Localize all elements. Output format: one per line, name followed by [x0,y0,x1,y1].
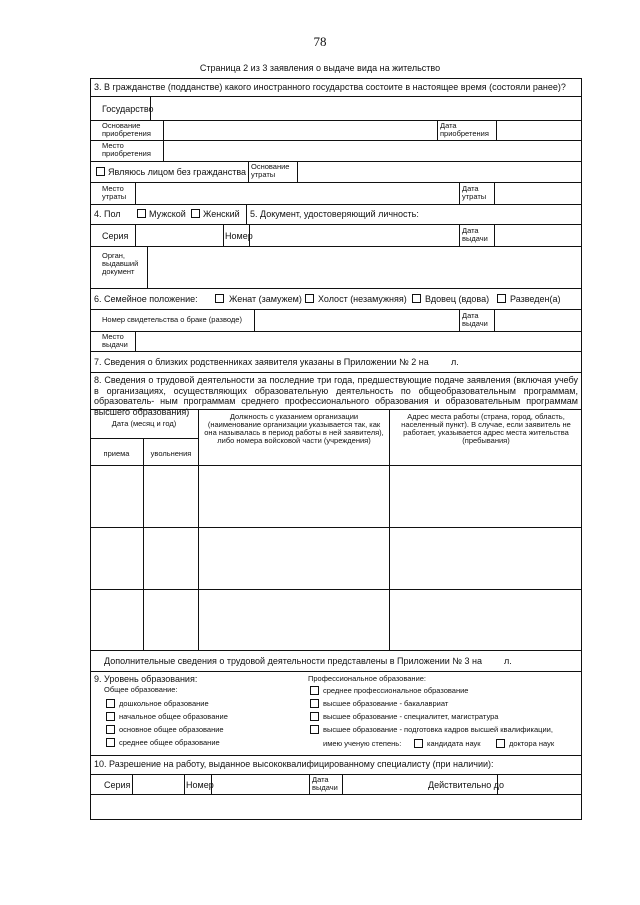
doctor-checkbox[interactable] [496,739,505,748]
basis-loss-field[interactable] [299,162,580,181]
widowed-checkbox[interactable] [412,294,421,303]
vocational-checkbox[interactable] [310,686,319,695]
doc-date-label: Дата выдачи [462,226,488,243]
work-row-1-address[interactable] [390,466,580,526]
cert-number-label: Номер свидетельства о браке (разводе) [102,315,242,324]
issue-place-field[interactable] [137,332,580,350]
permit-date-label: Дата выдачи [312,775,338,792]
work-row-2-hire[interactable] [91,528,142,588]
widowed-label: Вдовец (вдова) [425,294,490,304]
s8-additional: Дополнительные сведения о трудовой деятельности представлены в Приложении № 3 на [104,656,482,666]
primary-label: начальное общее образование [119,712,228,721]
work-row-2-dismiss[interactable] [144,528,197,588]
bachelor-checkbox[interactable] [310,699,319,708]
s9-title: 9. Уровень образования: [94,674,198,684]
work-row-3-address[interactable] [390,590,580,649]
place-acq-field[interactable] [165,141,580,160]
master-label: высшее образование - специалитет, магистратура [323,712,499,721]
place-loss-field[interactable] [137,183,457,203]
doc-number-field[interactable] [251,225,457,245]
permit-series-label: Серия [104,780,131,790]
married-label: Женат (замужем) [229,294,302,304]
general-edu-label: Общее образование: [104,685,178,694]
s4-title: 4. Пол [94,209,121,219]
s6-title: 6. Семейное положение: [94,294,198,304]
place-acq-label: Место приобретения [102,141,151,158]
doc-series-field[interactable] [137,225,221,245]
permit-date-field[interactable] [344,775,424,793]
bachelor-label: высшее образование - бакалавриат [323,699,449,708]
primary-checkbox[interactable] [106,712,115,721]
s7-pages-field[interactable] [418,355,448,369]
work-row-3-position[interactable] [199,590,388,649]
female-label: Женский [203,209,240,219]
basis-acq-label: Основание приобретения [102,121,151,138]
cert-number-field[interactable] [256,310,457,330]
s8-title: 8. Сведения о трудовой деятельности за последние три года, предшествующие подаче заявления (включая учебу в организациях, осуществляющих образовательную деятельность по общеобразовательным программам, образователь- ным программам среднего профессионального образования и образовательным программам высшего образования) [94,375,578,417]
state-field[interactable] [152,97,580,119]
degree-label: имею ученую степень: [323,739,402,748]
male-label: Мужской [149,209,186,219]
s7-suffix: л. [451,357,459,367]
state-label: Государство [102,104,154,114]
work-row-2-position[interactable] [199,528,388,588]
divorced-checkbox[interactable] [497,294,506,303]
basic-label: основное общее образование [119,725,224,734]
preschool-label: дошкольное образование [119,699,209,708]
date-acq-field[interactable] [498,121,580,139]
work-row-1-hire[interactable] [91,466,142,526]
work-row-1-position[interactable] [199,466,388,526]
issuer-field[interactable] [149,247,580,287]
single-checkbox[interactable] [305,294,314,303]
issuer-label: Орган, выдавший документ [102,251,139,276]
date-loss-label: Дата утраты [462,184,487,201]
male-checkbox[interactable] [137,209,146,218]
work-row-1-dismiss[interactable] [144,466,197,526]
date-loss-field[interactable] [496,183,580,203]
page-number: 78 [313,34,327,49]
stateless-checkbox[interactable] [96,167,105,176]
permit-series-field[interactable] [134,775,182,793]
stateless-label: Являюсь лицом без гражданства [108,167,247,177]
secondary-label: среднее общее образование [119,738,220,747]
basis-loss-label: Основание утраты [251,162,290,179]
master-checkbox[interactable] [310,712,319,721]
permit-number-field[interactable] [213,775,307,793]
secondary-checkbox[interactable] [106,738,115,747]
doctor-label: доктора наук [509,739,555,748]
permit-valid-field[interactable] [499,775,580,793]
col-position-header: Должность с указанием организации (наименование организации указывается так, как она называлась в период работы в ней заявителя), либо номера войсковой части (учреждения) [204,412,384,445]
s10-title: 10. Разрешение на работу, выданное высококвалифицированному специалисту (при наличии): [94,759,494,769]
issue-place-label: Место выдачи [102,332,128,349]
series-label: Серия [102,231,129,241]
s5-title: 5. Документ, удостоверяющий личность: [250,209,419,219]
preschool-checkbox[interactable] [106,699,115,708]
permit-number-label: Номер [186,780,214,790]
s3-title: 3. В гражданстве (подданстве) какого иностранного государства состоите в настоящее время (состояли ранее)? [94,82,566,92]
postgrad-checkbox[interactable] [310,725,319,734]
s8-pages-field[interactable] [474,654,502,668]
work-row-3-hire[interactable] [91,590,142,649]
page-header: Страница 2 из 3 заявления о выдаче вида на жительство [199,63,441,73]
col-date-header: Дата (месяц и год) [111,419,177,428]
vocational-label: среднее профессиональное образование [323,686,469,695]
postgrad-label: высшее образование - подготовка кадров высшей квалификации, [323,725,553,734]
cert-date-label: Дата выдачи [462,311,488,328]
date-acq-label: Дата приобретения [440,121,489,138]
work-row-2-address[interactable] [390,528,580,588]
single-label: Холост (незамужняя) [318,294,407,304]
married-checkbox[interactable] [215,294,224,303]
basis-acq-field[interactable] [165,121,435,139]
basic-checkbox[interactable] [106,725,115,734]
work-row-3-dismiss[interactable] [144,590,197,649]
cert-date-field[interactable] [496,310,580,330]
col-dismiss-header: увольнения [150,449,192,458]
permit-valid-label: Действительно до [428,780,504,790]
s7-text: 7. Сведения о близких родственниках заявителя указаны в Приложении № 2 на [94,357,429,367]
candidate-checkbox[interactable] [414,739,423,748]
candidate-label: кандидата наук [427,739,481,748]
doc-date-field[interactable] [496,225,580,245]
female-checkbox[interactable] [191,209,200,218]
col-hire-header: приема [103,449,130,458]
divorced-label: Разведен(а) [510,294,561,304]
s8-suffix: л. [504,656,512,666]
professional-edu-label: Профессиональное образование: [308,674,427,683]
place-loss-label: Место утраты [102,184,127,201]
col-address-header: Адрес места работы (страна, город, область, населенный пункт). В случае, если заявитель не работает, указывается адрес места жительства (пребывания) [401,412,571,445]
number-label: Номер [225,231,253,241]
